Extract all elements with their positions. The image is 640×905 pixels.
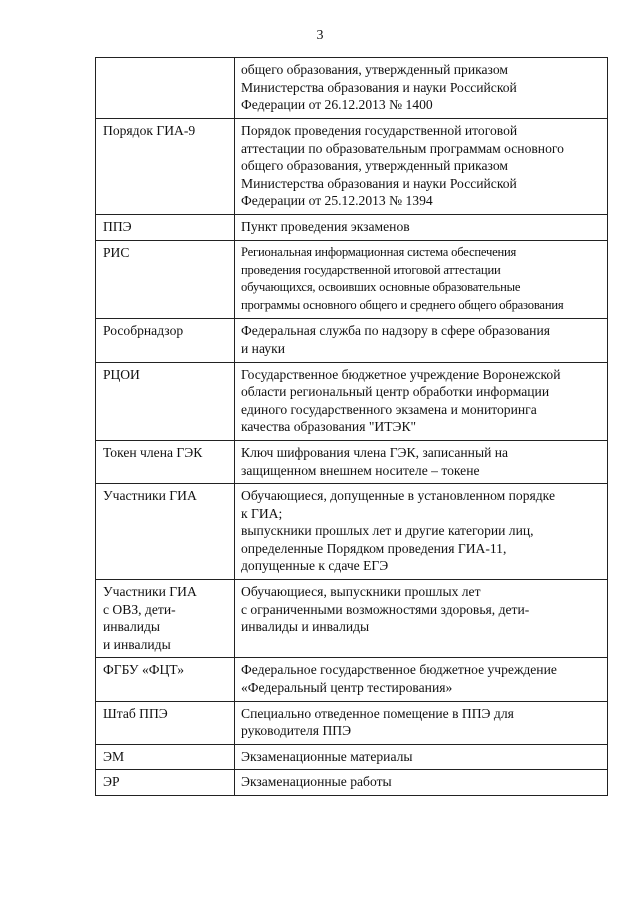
abbreviations-table [95,57,608,796]
table-row [96,214,608,240]
definition-cell: Государственное бюджетное учреждение Воронежской области региональный центр обработки информации единого государственного экзамена и мониторинга качества образования "ИТЭК" [235,362,608,440]
table-row [96,744,608,770]
term-cell: Участники ГИА с ОВЗ, дети- инвалиды и инвалиды [96,580,235,658]
table-row [96,319,608,362]
definition-cell: Специально отведенное помещение в ППЭ для руководителя ППЭ [235,701,608,744]
definition-cell: Федеральная служба по надзору в сфере образования и науки [235,319,608,362]
page-number: 3 [316,28,324,43]
term-cell [96,58,235,119]
term-cell: Токен члена ГЭК [96,440,235,483]
term-cell: ЭР [96,770,235,796]
table-row [96,362,608,440]
definition-cell: Ключ шифрования члена ГЭК, записанный на защищенном внешнем носителе – токене [235,440,608,483]
definition-cell: Пункт проведения экзаменов [235,214,608,240]
definition-cell: Экзаменационные работы [235,770,608,796]
definition-cell: Обучающиеся, выпускники прошлых лет с ограниченными возможностями здоровья, дети- инвалиды и инвалиды [235,580,608,658]
table-row [96,484,608,580]
definition-cell: Экзаменационные материалы [235,744,608,770]
table-row [96,240,608,318]
definition-cell: общего образования, утвержденный приказом Министерства образования и науки Российской Федерации от 26.12.2013 № 1400 [235,58,608,119]
term-cell: Штаб ППЭ [96,701,235,744]
definition-cell: Обучающиеся, допущенные в установленном порядке к ГИА; выпускники прошлых лет и другие категории лиц, определенные Порядком проведения ГИА-11, допущенные к сдаче ЕГЭ [235,484,608,580]
table-row [96,580,608,658]
table-row [96,440,608,483]
table-row [96,658,608,701]
term-cell: РИС [96,240,235,318]
definition-cell: Региональная информационная система обеспечения проведения государственной итоговой аттестации обучающихся, освоивших основные образовательные программы основного общего и среднего общего образования [235,240,608,318]
table-row [96,119,608,215]
definition-cell: Порядок проведения государственной итоговой аттестации по образовательным программам основного общего образования, утвержденный приказом Министерства образования и науки Российской Федерации от 25.12.2013 № 1394 [235,119,608,215]
term-cell: ЭМ [96,744,235,770]
term-cell: РЦОИ [96,362,235,440]
table-row [96,701,608,744]
term-cell: Рособрнадзор [96,319,235,362]
term-cell: Участники ГИА [96,484,235,580]
term-cell: ФГБУ «ФЦТ» [96,658,235,701]
table-row [96,58,608,119]
table-row [96,770,608,796]
term-cell: Порядок ГИА-9 [96,119,235,215]
definition-cell: Федеральное государственное бюджетное учреждение «Федеральный центр тестирования» [235,658,608,701]
term-cell: ППЭ [96,214,235,240]
